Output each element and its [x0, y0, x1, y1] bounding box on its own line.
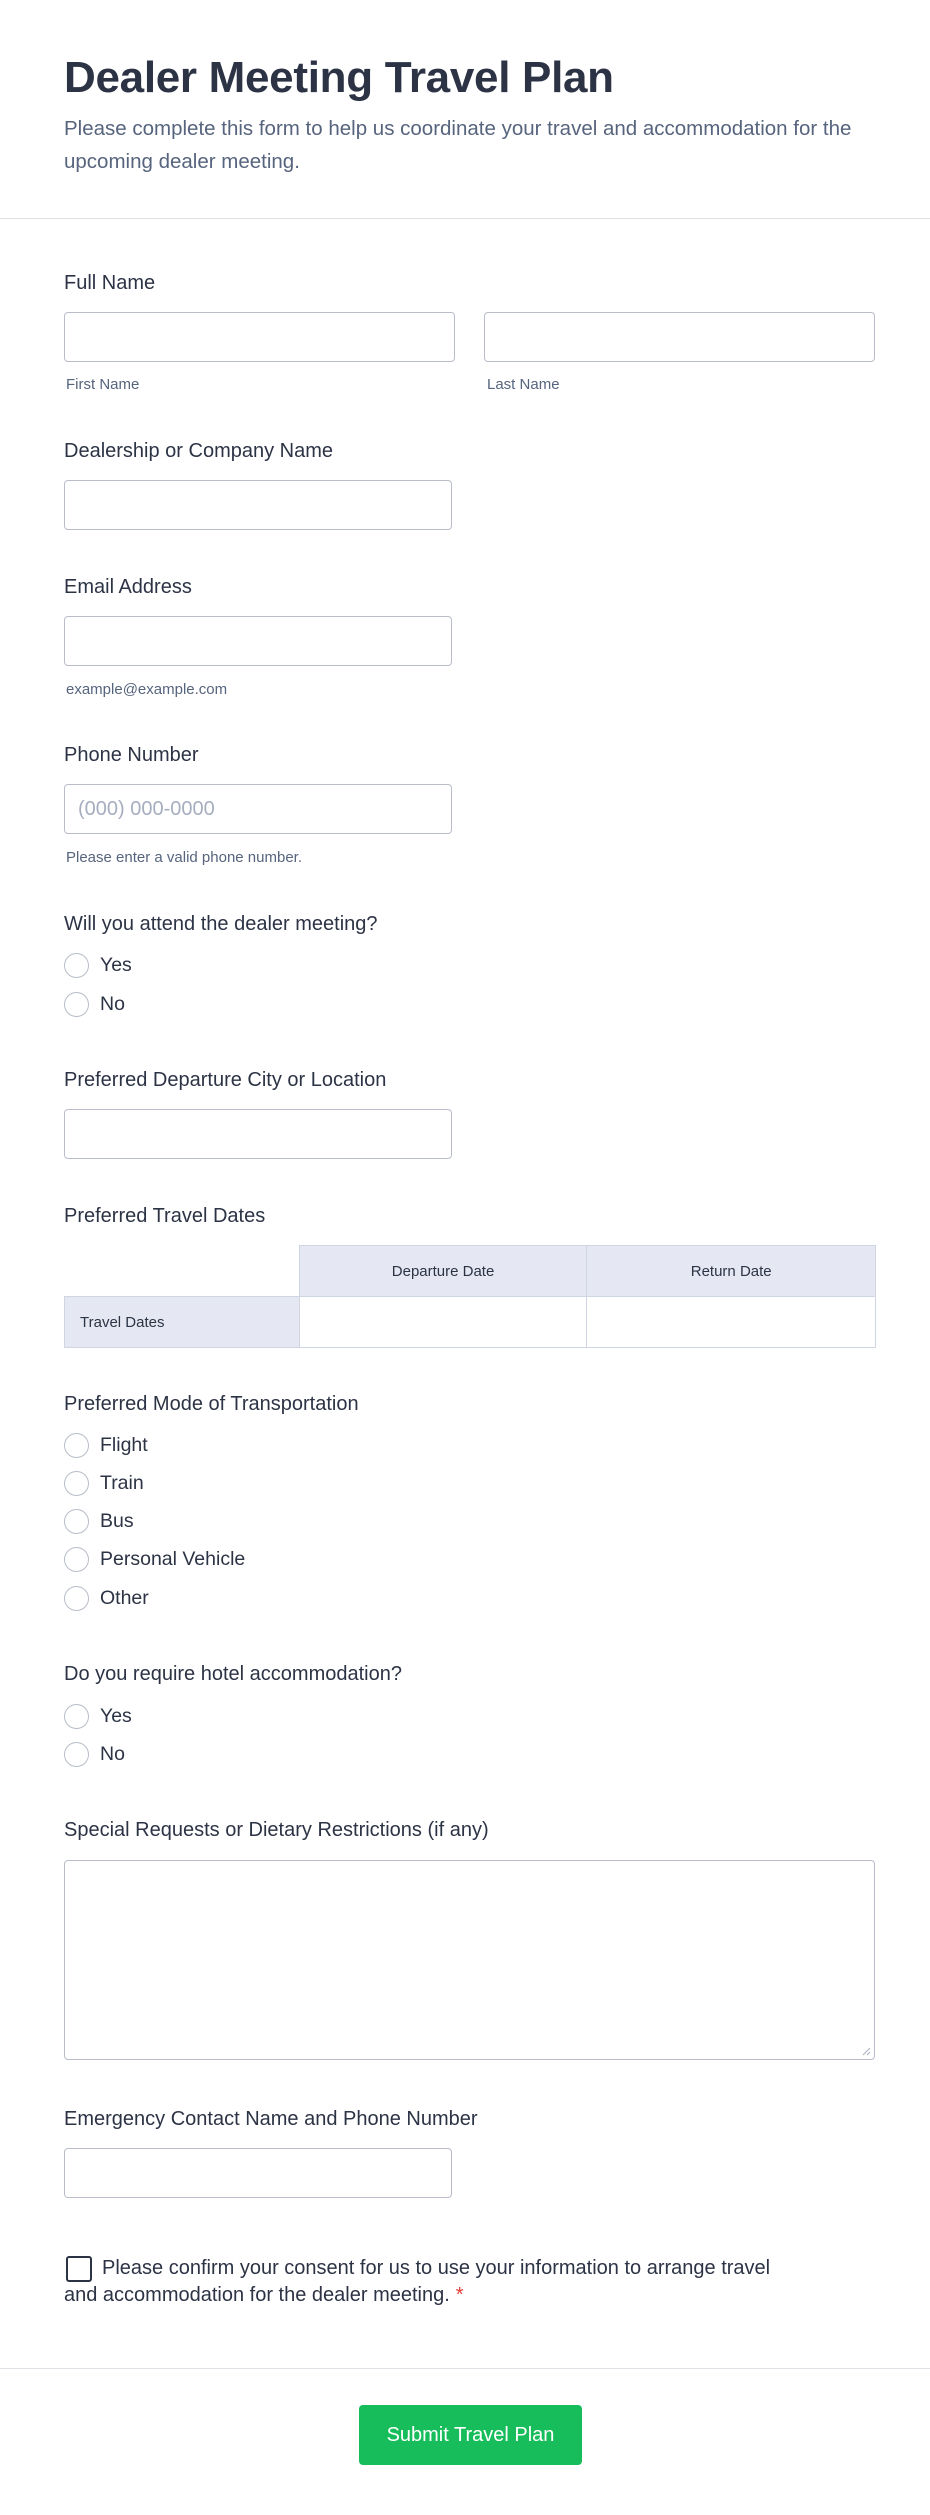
last-name-input[interactable] [484, 312, 875, 362]
travel-dates-label: Preferred Travel Dates [64, 1205, 266, 1227]
phone-placeholder: (000) 000-0000 [78, 798, 215, 820]
travel-dates-row-label: Travel Dates [65, 1297, 300, 1348]
departure-date-header: Departure Date [299, 1246, 587, 1297]
last-name-sublabel: Last Name [487, 376, 560, 393]
transport-label: Preferred Mode of Transportation [64, 1393, 359, 1415]
radio-circle[interactable] [64, 1586, 89, 1611]
departure-label: Preferred Departure City or Location [64, 1069, 387, 1091]
transport-option-personal-vehicle[interactable]: Personal Vehicle [64, 1544, 245, 1574]
transport-option-flight[interactable]: Flight [64, 1430, 148, 1460]
attend-option-no[interactable]: No [64, 989, 125, 1019]
first-name-input[interactable] [64, 312, 455, 362]
phone-input[interactable] [64, 784, 452, 834]
consent-text: Please confirm your consent for us to use your information to arrange travel and accommodation for the dealer meeting. * [64, 2257, 771, 2306]
emergency-contact-label: Emergency Contact Name and Phone Number [64, 2108, 478, 2130]
departure-date-cell[interactable] [299, 1297, 587, 1348]
radio-circle[interactable] [64, 953, 89, 978]
company-input[interactable] [64, 480, 452, 530]
attend-option-yes[interactable]: Yes [64, 950, 132, 980]
transport-option-train[interactable]: Train [64, 1468, 144, 1498]
submit-button[interactable]: Submit Travel Plan [359, 2405, 582, 2465]
radio-circle[interactable] [64, 1547, 89, 1572]
travel-dates-matrix [64, 1245, 876, 1348]
email-sublabel: example@example.com [66, 681, 228, 698]
return-date-header: Return Date [587, 1246, 876, 1297]
special-requests-textarea[interactable] [64, 1860, 875, 2060]
hotel-label: Do you require hotel accommodation? [64, 1663, 402, 1685]
departure-input[interactable] [64, 1109, 452, 1159]
return-date-cell[interactable] [587, 1297, 876, 1348]
emergency-contact-input[interactable] [64, 2148, 452, 2198]
page-title: Dealer Meeting Travel Plan [64, 53, 614, 102]
email-label: Email Address [64, 576, 192, 598]
first-name-sublabel: First Name [66, 376, 140, 393]
radio-circle[interactable] [64, 1471, 89, 1496]
phone-label: Phone Number [64, 744, 199, 766]
page-subtitle: Please complete this form to help us coordinate your travel and accommodation for the upcoming dealer meeting. [64, 117, 852, 173]
attend-label: Will you attend the dealer meeting? [64, 913, 378, 935]
resize-handle-icon[interactable] [862, 2047, 871, 2056]
required-asterisk: * [455, 2284, 464, 2306]
transport-option-bus[interactable]: Bus [64, 1506, 134, 1536]
matrix-corner [65, 1246, 300, 1297]
radio-circle[interactable] [64, 1509, 89, 1534]
radio-circle[interactable] [64, 1433, 89, 1458]
email-input[interactable] [64, 616, 452, 666]
transport-option-other[interactable]: Other [64, 1583, 149, 1613]
company-label: Dealership or Company Name [64, 440, 334, 462]
phone-sublabel: Please enter a valid phone number. [66, 849, 302, 866]
radio-circle[interactable] [64, 1704, 89, 1729]
form-header [0, 0, 930, 219]
special-requests-label: Special Requests or Dietary Restrictions (if any) [64, 1819, 489, 1841]
full-name-label: Full Name [64, 272, 156, 294]
hotel-option-no[interactable]: No [64, 1739, 125, 1769]
hotel-option-yes[interactable]: Yes [64, 1701, 132, 1731]
footer-divider [0, 2368, 930, 2369]
radio-circle[interactable] [64, 992, 89, 1017]
radio-circle[interactable] [64, 1742, 89, 1767]
